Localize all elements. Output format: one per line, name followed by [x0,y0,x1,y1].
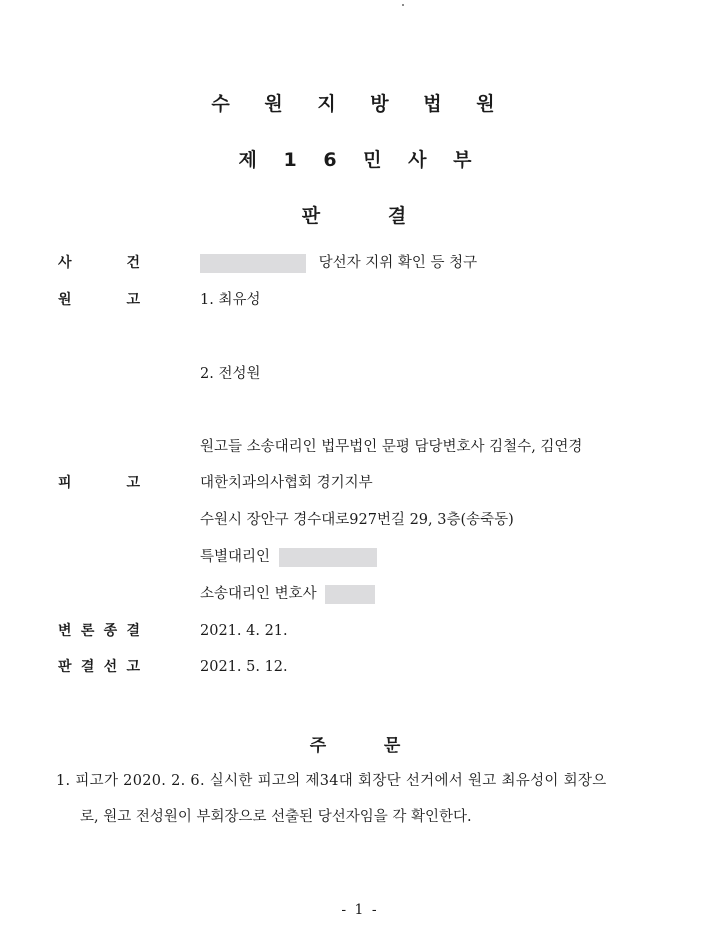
judgment-date-label [58,656,140,678]
plaintiff-counsel-row [0,436,720,460]
judgment-date-row [0,656,720,680]
plaintiff-row [0,289,720,313]
defendant-label [58,472,140,494]
label-char: 론 [80,623,95,639]
order-heading: 주 문 [309,736,411,756]
defendant-address-row [0,509,720,533]
defendant-name: 대한치과의사협회 경기지부 [200,475,373,491]
label-char: 결 [126,623,140,639]
closing-argument-row [0,620,720,644]
label-char: 피 [58,475,72,491]
label-char: 건 [126,255,140,271]
case-row [0,252,720,276]
judgment-date: 2021. 5. 12. [200,659,288,675]
litigation-agent-row [0,583,720,607]
redacted-case-number [200,254,306,273]
redacted-litigation-agent [325,585,375,604]
plaintiff-counsel: 원고들 소송대리인 법무법인 문평 담당변호사 김철수, 김연경 [200,439,583,455]
label-char: 선 [103,659,118,675]
court-name: 수 원 지 방 법 원 [211,93,509,115]
special-agent-row [0,546,720,570]
redacted-special-agent [279,548,377,567]
order-item-1-line-2: 로, 원고 전성원이 부회장으로 선출된 당선자임을 각 확인한다. [80,809,472,825]
document-type: 판 결 [301,205,419,227]
special-agent [200,546,377,568]
label-char: 변 [58,623,72,639]
litigation-agent [200,583,375,605]
label-char: 원 [58,292,72,308]
label-char: 고 [126,475,140,491]
case-title: 당선자 지위 확인 등 청구 [318,255,478,271]
label-char: 종 [103,623,118,639]
plaintiff-label [58,289,140,311]
case-value [200,252,477,274]
plaintiff-1: 1. 최유성 [200,292,261,308]
closing-argument-label [58,620,140,642]
scan-speck [402,4,404,6]
label-char: 판 [58,659,72,675]
label-char: 사 [58,255,72,271]
case-label [58,252,140,274]
label-char: 결 [80,659,95,675]
label-char: 고 [126,292,140,308]
division-name: 제 1 6 민 사 부 [238,149,482,171]
plaintiff-2: 2. 전성원 [200,366,261,382]
special-agent-label: 특별대리인 [200,549,271,565]
order-item-1-line-1: 1. 피고가 2020. 2. 6. 실시한 피고의 제34대 회장단 선거에서 원고 최유성이 회장으 [56,773,607,789]
plaintiff-2-row [0,363,720,387]
page-number: - 1 - [341,902,379,918]
closing-argument-date: 2021. 4. 21. [200,623,288,639]
defendant-address: 수원시 장안구 경수대로927번길 29, 3층(송죽동) [200,512,514,528]
defendant-row [0,472,720,496]
label-char: 고 [126,659,140,675]
litigation-agent-label: 소송대리인 변호사 [200,586,317,602]
